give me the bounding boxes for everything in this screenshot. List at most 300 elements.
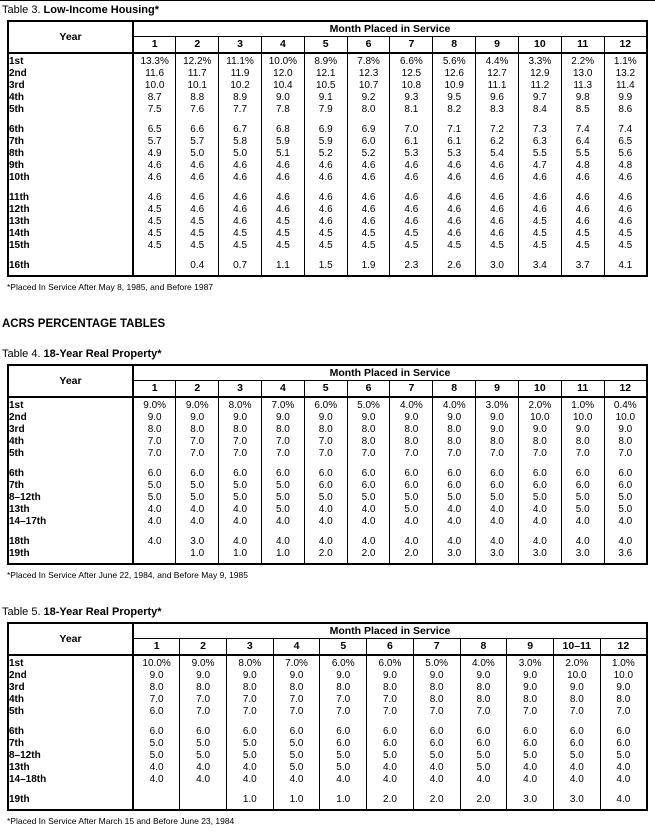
value-cell: 5.0 [600, 750, 647, 762]
table-row [8, 436, 647, 448]
value-cell: 4.4% [476, 56, 519, 68]
value-cell: 7.0 [226, 694, 273, 706]
table3-footnote: *Placed In Service After May 8, 1985, and Before 1987 [7, 282, 214, 292]
spacer-cell [320, 806, 367, 810]
spacer-cell [304, 528, 347, 536]
value-cell: 4.6 [133, 192, 176, 204]
value-cell: 11.3 [561, 80, 604, 92]
spacer-cell [304, 272, 347, 276]
value-cell: 5.0 [176, 148, 219, 160]
table-row [8, 104, 647, 116]
value-cell: 8.0 [390, 436, 433, 448]
year-cell: 19th [8, 794, 133, 806]
year-cell: 13th [8, 216, 133, 228]
table4-title-text: 18-Year Real Property* [43, 348, 162, 360]
month-column-header: 4 [261, 381, 304, 398]
value-cell: 4.5 [219, 240, 262, 252]
value-cell: 4.5 [390, 228, 433, 240]
value-cell: 6.0 [226, 726, 273, 738]
value-cell: 6.5 [133, 124, 176, 136]
year-cell: 13th [8, 504, 133, 516]
value-cell: 6.0 [476, 468, 519, 480]
value-cell: 2.2% [561, 56, 604, 68]
spacer-cell [460, 806, 507, 810]
value-cell: 1.1 [261, 260, 304, 272]
spacer-cell [133, 272, 176, 276]
month-column-header: 12 [604, 381, 647, 398]
spacer-cell [133, 528, 176, 536]
value-cell: 4.5 [561, 240, 604, 252]
value-cell: 5.0 [604, 492, 647, 504]
spacer-cell [390, 116, 433, 124]
spacer-cell [180, 718, 227, 726]
value-cell: 4.6 [261, 160, 304, 172]
value-cell: 4.6 [561, 192, 604, 204]
spacer-cell [261, 560, 304, 564]
value-cell: 8.0 [180, 682, 227, 694]
value-cell: 5.3 [390, 148, 433, 160]
table5-title-prefix: Table 5. [2, 606, 41, 618]
spacer-cell [433, 272, 476, 276]
spacer-cell [476, 116, 519, 124]
value-cell: 8.3 [476, 104, 519, 116]
table-row [8, 412, 647, 424]
value-cell: 9.8 [561, 92, 604, 104]
value-cell: 4.6 [476, 228, 519, 240]
value-cell: 1.0 [320, 794, 367, 806]
value-cell: 6.0 [367, 726, 414, 738]
value-cell: 4.5 [133, 228, 176, 240]
value-cell: 2.0 [460, 794, 507, 806]
value-cell: 1.5 [304, 260, 347, 272]
table-row [8, 424, 647, 436]
value-cell [133, 548, 176, 560]
value-cell: 4.0 [226, 762, 273, 774]
value-cell: 4.0 [347, 516, 390, 528]
spacer-cell [320, 786, 367, 794]
month-column-header: 10–11 [553, 639, 600, 656]
value-cell: 1.9 [347, 260, 390, 272]
value-cell: 6.0 [553, 726, 600, 738]
value-cell: 11.7 [176, 68, 219, 80]
spacer-cell [476, 528, 519, 536]
header-row-group [8, 365, 647, 381]
value-cell: 2.0% [553, 658, 600, 670]
value-cell: 5.0 [133, 738, 180, 750]
value-cell: 6.0% [367, 658, 414, 670]
month-column-header: 7 [390, 381, 433, 398]
spacer-cell [133, 806, 180, 810]
value-cell: 4.6 [476, 216, 519, 228]
spacer-cell [304, 116, 347, 124]
spacer-cell [604, 252, 647, 260]
value-cell: 9.0 [390, 412, 433, 424]
value-cell: 6.0 [561, 480, 604, 492]
value-cell: 10.4 [261, 80, 304, 92]
value-cell: 9.0 [176, 412, 219, 424]
value-cell: 8.8 [176, 92, 219, 104]
year-cell: 14–18th [8, 774, 133, 786]
year-cell: 2nd [8, 412, 133, 424]
value-cell: 8.2 [433, 104, 476, 116]
value-cell: 9.5 [433, 92, 476, 104]
value-cell: 5.0 [226, 738, 273, 750]
value-cell: 4.0 [367, 774, 414, 786]
value-cell: 4.5 [518, 240, 561, 252]
spacer-cell [133, 786, 180, 794]
value-cell: 6.0 [347, 136, 390, 148]
value-cell: 6.0 [507, 726, 554, 738]
spacer-cell [176, 116, 219, 124]
value-cell: 4.5 [219, 228, 262, 240]
spacer-cell [476, 184, 519, 192]
value-cell: 9.0 [507, 670, 554, 682]
table-row [8, 492, 647, 504]
value-cell: 4.6 [433, 160, 476, 172]
spacer-cell [347, 460, 390, 468]
value-cell: 7.0 [180, 694, 227, 706]
value-cell: 5.0 [219, 148, 262, 160]
year-cell: 5th [8, 104, 133, 116]
value-cell: 5.0% [347, 400, 390, 412]
value-cell: 5.0 [261, 480, 304, 492]
value-cell: 4.5 [604, 228, 647, 240]
spacer-cell [518, 528, 561, 536]
spacer-cell [133, 252, 176, 260]
value-cell: 10.0 [561, 412, 604, 424]
value-cell: 4.0 [226, 774, 273, 786]
value-cell: 4.6 [304, 160, 347, 172]
value-cell: 6.9 [347, 124, 390, 136]
table-row [8, 216, 647, 228]
spacer-cell [8, 252, 133, 260]
value-cell: 7.0 [133, 694, 180, 706]
spacer-cell [320, 718, 367, 726]
table3-title-prefix: Table 3. [2, 4, 41, 16]
value-cell: 6.0 [604, 468, 647, 480]
spacer-cell [561, 252, 604, 260]
value-cell: 8.0% [219, 400, 262, 412]
spacer-cell [8, 806, 133, 810]
value-cell: 12.2% [176, 56, 219, 68]
table-row [8, 726, 647, 738]
year-cell: 12th [8, 204, 133, 216]
table3-title [2, 4, 655, 17]
value-cell: 5.0 [261, 492, 304, 504]
value-cell: 6.0% [320, 658, 367, 670]
value-cell: 8.0 [273, 682, 320, 694]
table-row [8, 762, 647, 774]
spacer-cell [600, 786, 647, 794]
value-cell: 6.0 [600, 738, 647, 750]
spacer-cell [261, 184, 304, 192]
value-cell: 13.3% [133, 56, 176, 68]
value-cell: 4.0 [600, 762, 647, 774]
value-cell: 7.0 [507, 706, 554, 718]
table4-title-prefix: Table 4. [2, 348, 41, 360]
month-column-header: 4 [261, 37, 304, 54]
spacer-cell [273, 786, 320, 794]
value-cell: 9.0 [261, 92, 304, 104]
value-cell: 7.0 [133, 436, 176, 448]
value-cell: 5.1 [261, 148, 304, 160]
spacer-cell [273, 718, 320, 726]
value-cell: 2.0 [347, 548, 390, 560]
table-row [8, 240, 647, 252]
value-cell: 6.0 [413, 738, 460, 750]
header-row-group [8, 623, 647, 639]
year-column-header: Year [8, 623, 133, 655]
value-cell: 9.0 [180, 670, 227, 682]
spacer-cell [219, 252, 262, 260]
value-cell: 5.0 [273, 738, 320, 750]
spacer-cell [8, 184, 133, 192]
spacer-cell [553, 806, 600, 810]
year-cell: 1st [8, 658, 133, 670]
year-cell: 4th [8, 92, 133, 104]
spacer-row [8, 184, 647, 192]
value-cell: 9.0 [273, 670, 320, 682]
value-cell: 9.3 [390, 92, 433, 104]
value-cell: 4.6 [518, 204, 561, 216]
value-cell: 6.5 [604, 136, 647, 148]
value-cell: 6.0 [460, 726, 507, 738]
value-cell: 4.0 [507, 774, 554, 786]
spacer-cell [304, 460, 347, 468]
value-cell: 0.4% [604, 400, 647, 412]
value-cell: 8.0 [604, 436, 647, 448]
value-cell: 8.0 [133, 424, 176, 436]
spacer-cell [176, 184, 219, 192]
value-cell: 7.0 [460, 706, 507, 718]
value-cell: 13.0 [561, 68, 604, 80]
value-cell: 10.7 [347, 80, 390, 92]
value-cell: 6.0 [433, 480, 476, 492]
table-row [8, 738, 647, 750]
value-cell: 8.0 [219, 424, 262, 436]
value-cell: 4.6 [219, 216, 262, 228]
value-cell: 3.4 [518, 260, 561, 272]
value-cell: 1.0% [561, 400, 604, 412]
value-cell: 8.0 [507, 694, 554, 706]
month-column-header: 1 [133, 37, 176, 54]
spacer-cell [304, 252, 347, 260]
value-cell: 4.6 [604, 204, 647, 216]
value-cell: 8.0 [518, 436, 561, 448]
value-cell: 6.0 [304, 480, 347, 492]
month-group-header: Month Placed in Service [133, 623, 647, 639]
value-cell: 4.5 [518, 228, 561, 240]
value-cell: 4.6 [604, 172, 647, 184]
value-cell: 8.0 [320, 682, 367, 694]
value-cell: 4.6 [518, 172, 561, 184]
month-column-header: 10 [518, 381, 561, 398]
spacer-cell [553, 718, 600, 726]
spacer-row [8, 252, 647, 260]
spacer-cell [176, 272, 219, 276]
spacer-cell [8, 460, 133, 468]
table-row [8, 536, 647, 548]
value-cell: 3.0 [176, 536, 219, 548]
spacer-cell [518, 184, 561, 192]
value-cell: 6.6 [176, 124, 219, 136]
value-cell: 10.9 [433, 80, 476, 92]
table-row [8, 80, 647, 92]
value-cell: 6.0 [176, 468, 219, 480]
value-cell: 8.0 [460, 682, 507, 694]
value-cell: 9.0 [133, 670, 180, 682]
month-column-header: 6 [347, 381, 390, 398]
spacer-cell [347, 560, 390, 564]
year-cell: 9th [8, 160, 133, 172]
value-cell: 2.0 [413, 794, 460, 806]
value-cell: 4.0 [133, 504, 176, 516]
spacer-cell [347, 116, 390, 124]
month-column-header: 5 [304, 37, 347, 54]
value-cell [180, 794, 227, 806]
value-cell: 8.9 [219, 92, 262, 104]
value-cell: 8.0 [561, 436, 604, 448]
year-cell: 1st [8, 56, 133, 68]
year-cell: 7th [8, 136, 133, 148]
spacer-cell [261, 460, 304, 468]
value-cell: 6.9 [304, 124, 347, 136]
value-cell: 4.5 [176, 240, 219, 252]
value-cell: 5.0 [347, 492, 390, 504]
value-cell: 4.0 [390, 536, 433, 548]
year-cell: 8–12th [8, 750, 133, 762]
value-cell: 12.6 [433, 68, 476, 80]
value-cell: 4.5 [176, 228, 219, 240]
spacer-cell [367, 806, 414, 810]
value-cell: 4.5 [347, 240, 390, 252]
value-cell: 12.9 [518, 68, 561, 80]
value-cell: 4.6 [304, 204, 347, 216]
acrs-section-heading: ACRS PERCENTAGE TABLES [2, 318, 166, 330]
value-cell: 8.0 [347, 424, 390, 436]
value-cell: 8.6 [604, 104, 647, 116]
value-cell: 6.7 [219, 124, 262, 136]
value-cell: 7.0 [413, 706, 460, 718]
value-cell: 4.6 [390, 216, 433, 228]
value-cell: 9.2 [347, 92, 390, 104]
value-cell: 4.6 [561, 172, 604, 184]
value-cell: 4.0 [347, 536, 390, 548]
value-cell: 9.0 [604, 424, 647, 436]
spacer-cell [433, 184, 476, 192]
table3-section [0, 4, 655, 292]
table-row [8, 56, 647, 68]
value-cell: 6.0 [320, 726, 367, 738]
value-cell: 9.0 [518, 424, 561, 436]
table-row [8, 516, 647, 528]
month-column-header: 1 [133, 381, 176, 398]
value-cell: 4.0 [219, 504, 262, 516]
spacer-row [8, 460, 647, 468]
spacer-cell [390, 460, 433, 468]
value-cell: 7.2 [476, 124, 519, 136]
value-cell: 4.0 [518, 516, 561, 528]
spacer-cell [176, 560, 219, 564]
value-cell: 4.7 [518, 160, 561, 172]
month-column-header: 12 [604, 37, 647, 54]
value-cell [133, 260, 176, 272]
value-cell: 1.1% [604, 56, 647, 68]
table4-title [2, 348, 655, 361]
spacer-cell [261, 528, 304, 536]
value-cell: 4.0% [460, 658, 507, 670]
value-cell: 5.2 [304, 148, 347, 160]
table-row [8, 172, 647, 184]
value-cell: 3.0 [433, 548, 476, 560]
value-cell: 6.0 [133, 726, 180, 738]
year-cell: 3rd [8, 424, 133, 436]
value-cell: 4.0 [518, 504, 561, 516]
value-cell: 5.0 [476, 492, 519, 504]
value-cell: 10.0 [133, 80, 176, 92]
value-cell: 0.4 [176, 260, 219, 272]
value-cell: 4.6 [304, 216, 347, 228]
table-row [8, 160, 647, 172]
table-row [8, 658, 647, 670]
value-cell: 3.0 [476, 548, 519, 560]
value-cell: 4.5 [433, 240, 476, 252]
spacer-row [8, 272, 647, 276]
value-cell: 4.6 [261, 204, 304, 216]
spacer-cell [561, 116, 604, 124]
value-cell: 5.0 [604, 504, 647, 516]
value-cell: 4.0 [553, 762, 600, 774]
year-cell: 1st [8, 400, 133, 412]
value-cell: 7.3 [518, 124, 561, 136]
spacer-cell [304, 560, 347, 564]
value-cell: 6.0 [367, 738, 414, 750]
month-column-header: 1 [133, 639, 180, 656]
value-cell: 5.0 [507, 750, 554, 762]
spacer-cell [8, 560, 133, 564]
value-cell: 5.0 [133, 492, 176, 504]
value-cell: 6.6% [390, 56, 433, 68]
value-cell: 4.0 [604, 516, 647, 528]
value-cell: 5.0 [176, 492, 219, 504]
value-cell: 5.6% [433, 56, 476, 68]
month-column-header: 8 [460, 639, 507, 656]
value-cell: 7.0 [390, 448, 433, 460]
value-cell: 4.5 [261, 216, 304, 228]
spacer-cell [219, 184, 262, 192]
value-cell: 4.5 [133, 204, 176, 216]
value-cell: 4.0 [600, 774, 647, 786]
value-cell: 6.1 [433, 136, 476, 148]
spacer-cell [604, 460, 647, 468]
value-cell: 8.0 [176, 424, 219, 436]
value-cell: 1.0 [261, 548, 304, 560]
value-cell: 5.0 [518, 492, 561, 504]
value-cell: 5.6 [604, 148, 647, 160]
value-cell: 4.5 [176, 216, 219, 228]
table4-footnote: *Placed In Service After June 22, 1984, and Before May 9, 1985 [7, 570, 248, 580]
value-cell: 3.0 [507, 794, 554, 806]
value-cell: 7.4 [604, 124, 647, 136]
value-cell: 7.0 [180, 706, 227, 718]
value-cell: 2.0 [304, 548, 347, 560]
spacer-cell [413, 786, 460, 794]
spacer-cell [8, 718, 133, 726]
value-cell: 5.0 [320, 762, 367, 774]
value-cell: 10.0 [604, 412, 647, 424]
month-column-header: 6 [347, 37, 390, 54]
value-cell: 4.0 [413, 762, 460, 774]
